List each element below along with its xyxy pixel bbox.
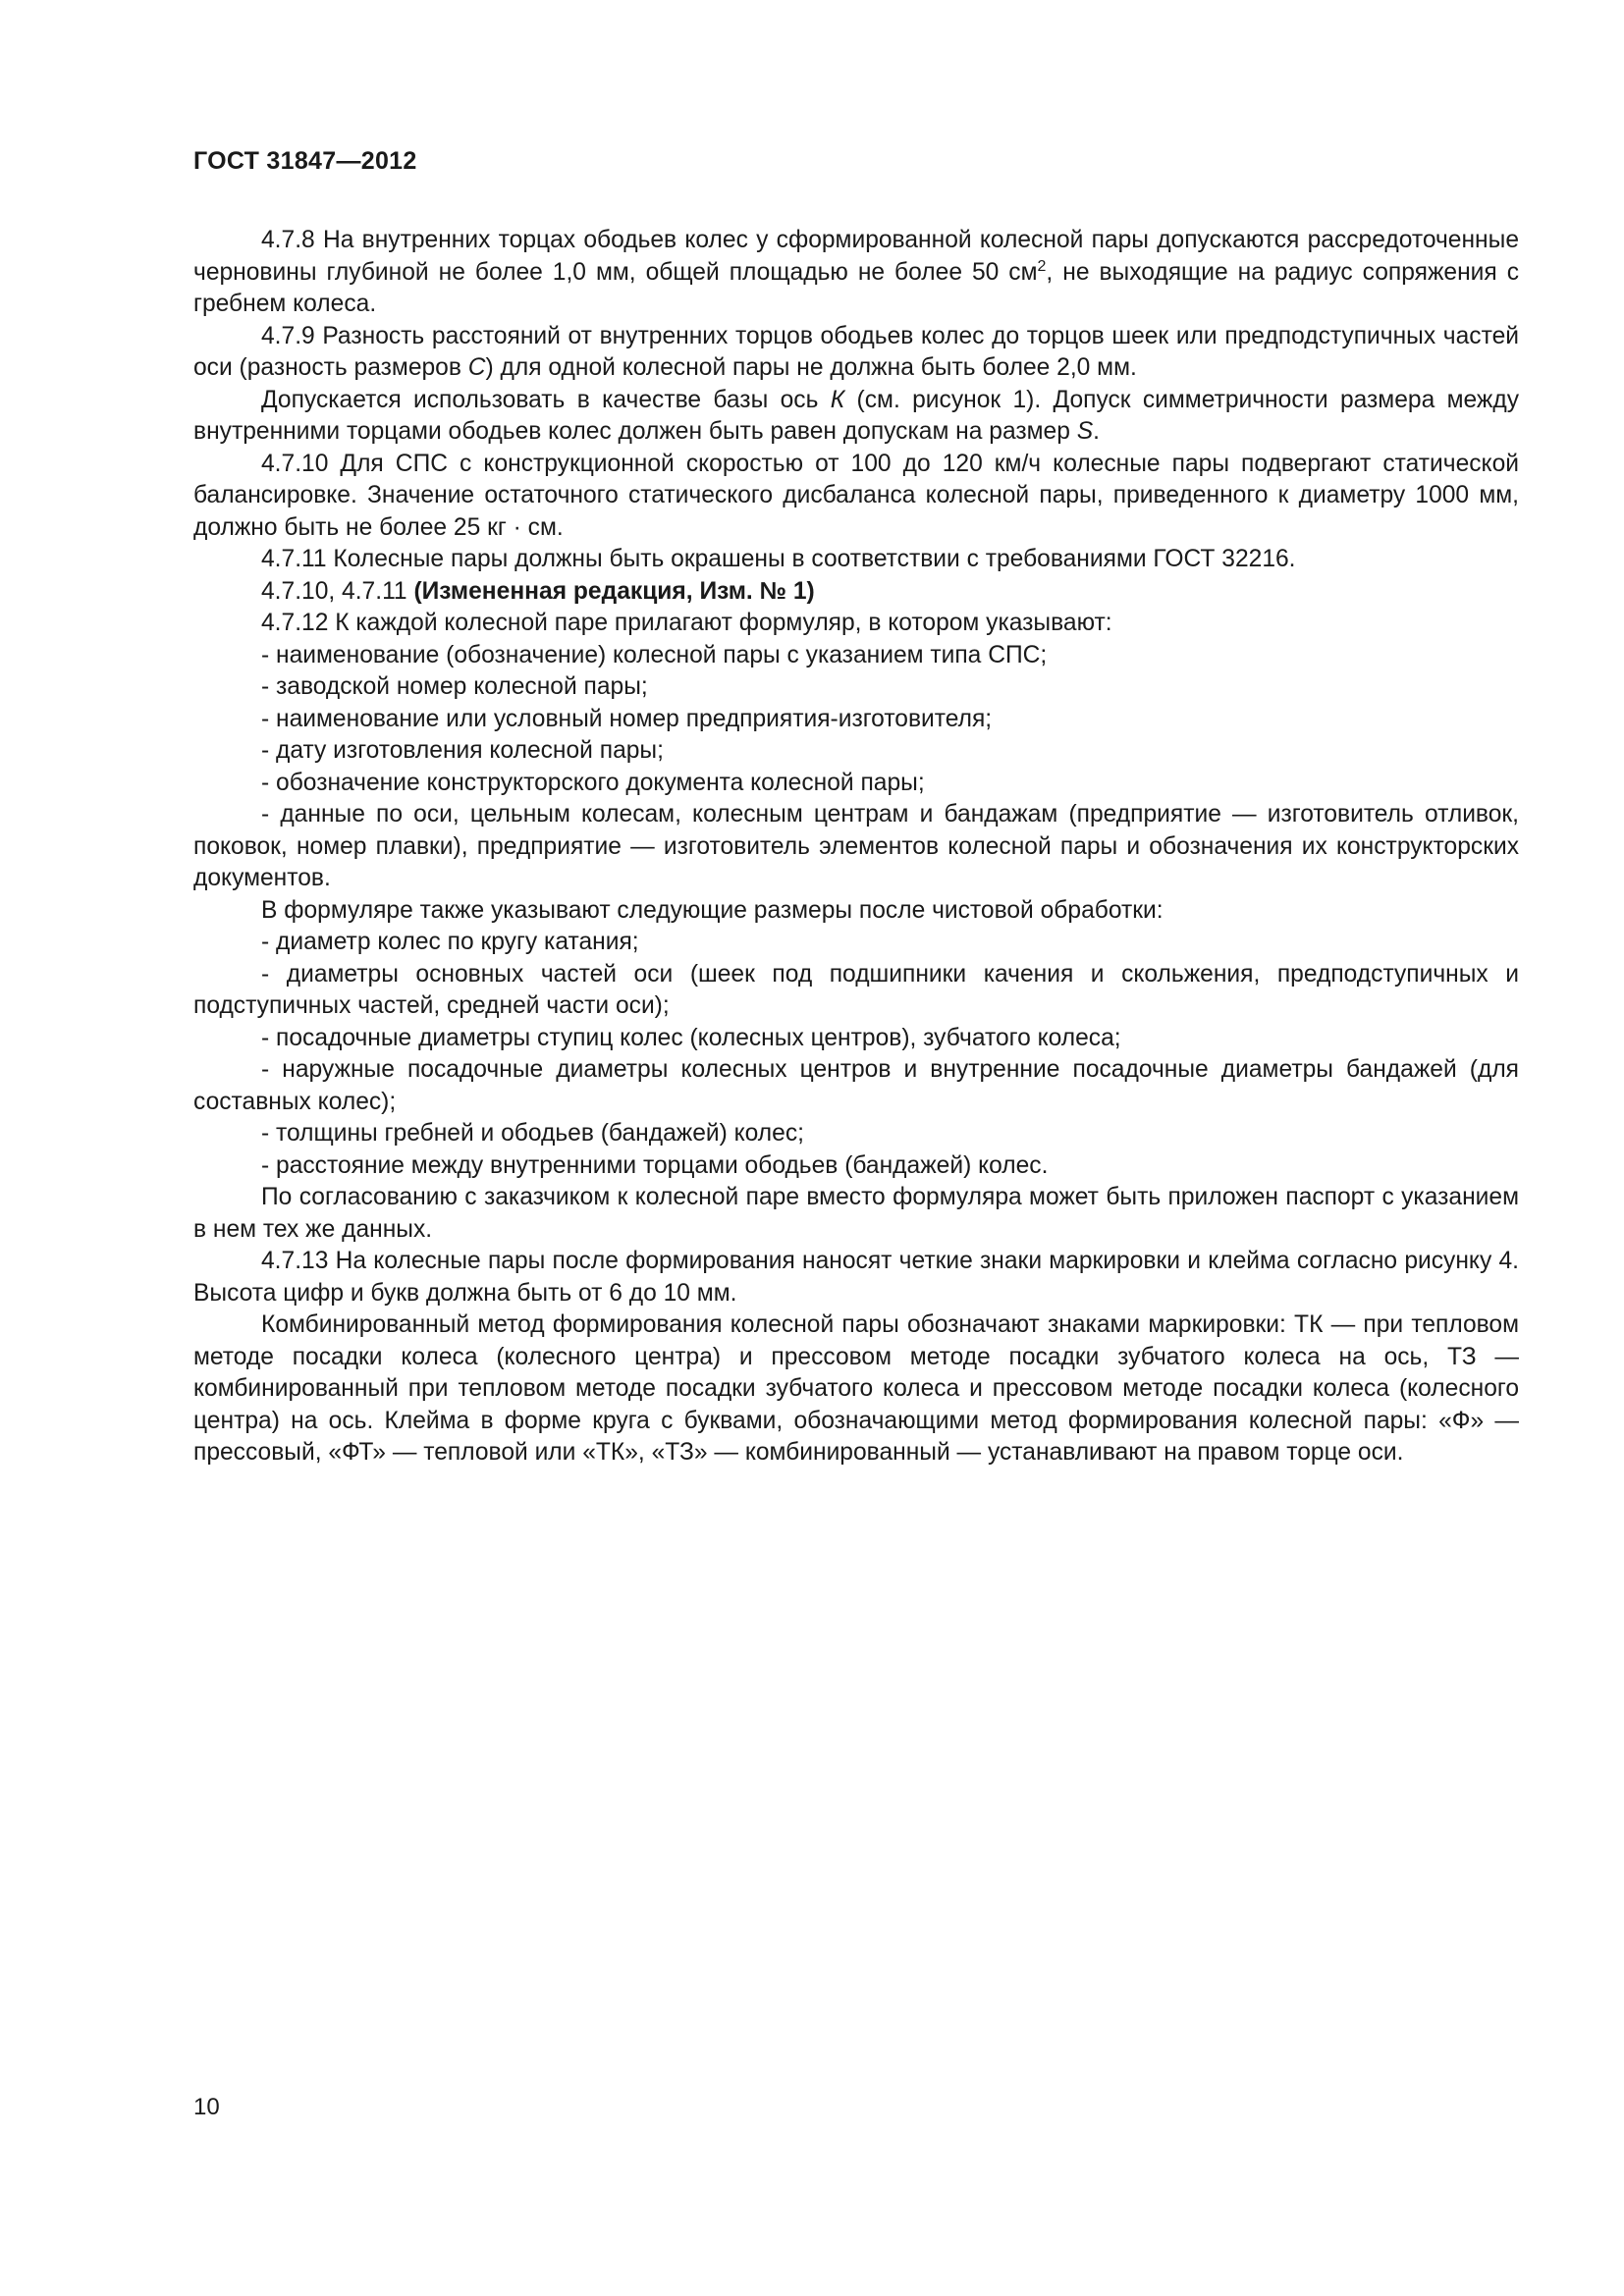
list-item: - наименование или условный номер предприятия-изготовителя; — [261, 705, 993, 732]
document-body — [193, 225, 1519, 1469]
amendment-prefix: 4.7.10, 4.7.11 — [261, 577, 414, 605]
paragraph-symmetry-text: Допускается использовать в качестве базы ось — [261, 386, 831, 413]
list-item: - заводской номер колесной пары; — [261, 673, 648, 700]
list-item: - обозначение конструкторского документа колесной пары; — [261, 769, 925, 796]
paragraph-4-7-11: 4.7.11 Колесные пары должны быть окрашены в соответствии с требованиями ГОСТ 32216. — [261, 546, 1296, 572]
paragraph-4-7-13: 4.7.13 На колесные пары после формирования наносят четкие знаки маркировки и клейма согласно рисунку 4. Высота цифр и букв должна быть от 6 до 10 мм. — [193, 1248, 1519, 1307]
paragraph-amendment — [193, 576, 1519, 609]
document-header-title: ГОСТ 31847—2012 — [193, 147, 417, 175]
paragraph-4-7-8 — [193, 225, 1519, 321]
paragraph-symmetry-text-end: . — [1093, 418, 1100, 445]
paragraph-combined-method: Комбинированный метод формирования колесной пары обозначают знаками маркировки: ТК — при тепловом методе посадки колеса (колесного центра) и прессовом методе посадки зубчатого колеса на ось, ТЗ — комбинированный при тепловом методе посадки зубчатого колеса и прессовом методе посадки колеса (колесного центра) на ось. Клейма в форме круга с буквами, обозначающими метод формирования колесной пары: «Ф» — прессовый, «ФТ» — тепловой или «ТК», «ТЗ» — комбинированный — устанавливают на правом торце оси. — [193, 1311, 1519, 1466]
list-item: - посадочные диаметры ступиц колес (колесных центров), зубчатого колеса; — [261, 1024, 1121, 1051]
paragraph-symmetry-text-mid: (см. рисунок 1). Допуск симметричности размера между внутренними торцами ободьев колес должен быть равен допускам на размер — [193, 386, 1519, 445]
superscript-2: 2 — [1037, 257, 1047, 275]
list-item: - толщины гребней и ободьев (бандажей) колес; — [261, 1120, 804, 1147]
page-number: 10 — [193, 2094, 220, 2120]
list-item: - расстояние между внутренними торцами ободьев (бандажей) колес. — [261, 1151, 1049, 1179]
paragraph-symmetry — [193, 385, 1519, 449]
paragraph-4-7-10: 4.7.10 Для СПС с конструкционной скоростью от 100 до 120 км/ч колесные пары подвергают статической балансировке. Значение остаточного статического дисбаланса колесной пары, приведенного к диаметру 1000 мм, должно быть не более 25 кг · см. — [193, 450, 1519, 541]
list-item: - наименование (обозначение) колесной пары с указанием типа СПС; — [261, 641, 1048, 668]
list-item: - дату изготовления колесной пары; — [261, 737, 664, 764]
paragraph-4-7-9-text: 4.7.9 Разность расстояний от внутренних торцов ободьев колес до торцов шеек или предподступичных частей оси (разность размеров — [193, 322, 1519, 381]
paragraph-passport: По согласованию с заказчиком к колесной паре вместо формуляра может быть приложен паспорт с указанием в нем тех же данных. — [193, 1184, 1519, 1243]
paragraph-4-7-8-text-end: , не выходящие на радиус сопряжения с гребнем колеса. — [193, 258, 1519, 317]
list-item: - диаметры основных частей оси (шеек под подшипники качения и скольжения, предподступичных и подступичных частей, средней части оси); — [193, 960, 1519, 1019]
symbol-c: С — [467, 354, 486, 381]
paragraph-4-7-9-text-end: ) для одной колесной пары не должна быть более 2,0 мм. — [485, 354, 1137, 381]
paragraph-4-7-9 — [193, 321, 1519, 385]
list-item: - данные по оси, цельным колесам, колесным центрам и бандажам (предприятие — изготовитель отливок, поковок, номер плавки), предприятие — изготовитель элементов колесной пары и обозначения их конструкторских документов. — [193, 801, 1519, 891]
symbol-s: S — [1076, 418, 1094, 445]
paragraph-4-7-12: 4.7.12 К каждой колесной паре прилагают формуляр, в котором указывают: — [261, 610, 1112, 636]
list-item: - диаметр колес по кругу катания; — [261, 929, 639, 955]
amendment-note: (Измененная редакция, Изм. № 1) — [413, 577, 815, 605]
paragraph-sizes-intro: В формуляре также указывают следующие размеры после чистовой обработки: — [261, 896, 1164, 924]
paragraph-4-7-8-text: 4.7.8 На внутренних торцах ободьев колес у сформированной колесной пары допускаются рассредоточенные черновины глубиной не более 1,0 мм, общей площадью не более 50 см — [193, 227, 1519, 286]
list-item: - наружные посадочные диаметры колесных центров и внутренние посадочные диаметры бандажей (для составных колес); — [193, 1056, 1519, 1115]
symbol-k: К — [830, 386, 845, 413]
